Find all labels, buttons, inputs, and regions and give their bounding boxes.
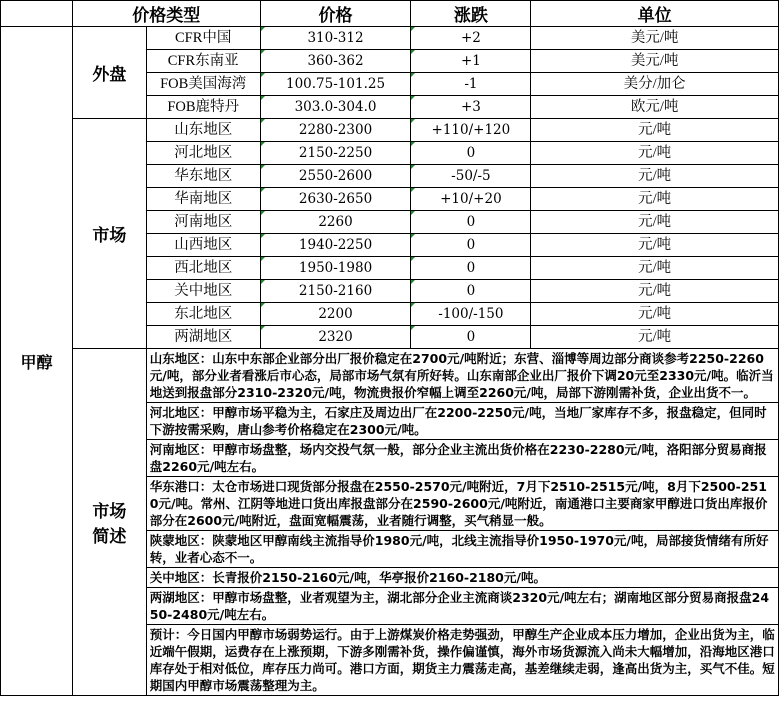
product-name: 甲醇	[1, 27, 73, 696]
row-name: CFR东南亚	[146, 50, 260, 73]
row-name: FOB鹿特丹	[146, 96, 260, 119]
row-name: 关中地区	[146, 280, 260, 303]
header-unit: 单位	[531, 1, 779, 27]
note-text: 河南地区：甲醇市场盘整，场内交投气氛一般，部分企业主流出货价格在2230-2280元/吨，洛阳部分贸易商报盘2260元/吨左右。	[146, 440, 778, 477]
row-unit: 欧元/吨	[531, 96, 779, 119]
row-unit: 元/吨	[531, 280, 779, 303]
row-price: 2320	[260, 326, 411, 349]
row-unit: 元/吨	[531, 119, 779, 142]
row-unit: 元/吨	[531, 188, 779, 211]
note-text: 陕蒙地区：陕蒙地区甲醇南线主流指导价1980元/吨，北线主流指导价1950-1970元/吨，局部接货情绪有所好转，业者心态不一。	[146, 531, 778, 568]
row-change: +1	[411, 50, 531, 73]
row-name: 河北地区	[146, 142, 260, 165]
row-change: 0	[411, 326, 531, 349]
row-price: 2630-2650	[260, 188, 411, 211]
row-unit: 元/吨	[531, 211, 779, 234]
row-name: FOB美国海湾	[146, 73, 260, 96]
group-outer: 外盘	[72, 27, 146, 119]
note-text: 两湖地区：甲醇市场盘整，业者观望为主，湖北部分企业主流商谈2320元/吨左右；湖南地区部分贸易商报盘2450-2480元/吨左右。	[146, 588, 778, 625]
row-price: 360-362	[260, 50, 411, 73]
row-change: +110/+120	[411, 119, 531, 142]
row-change: -50/-5	[411, 165, 531, 188]
row-change: 0	[411, 280, 531, 303]
row-price: 2200	[260, 303, 411, 326]
note-text: 华东港口：太仓市场进口现货部分报盘在2550-2570元/吨附近，7月下2510-2515元/吨，8月下2500-2510元/吨。常州、江阴等地进口货出库报盘部分在2590-2600元/吨附近，南通港口主要商家甲醇进口货出库报价部分在2600元/吨附近，盘面宽幅震荡，业者随行调整，买气稍显一般。	[146, 477, 778, 531]
outer-row	[1, 27, 779, 50]
row-price: 310-312	[260, 27, 411, 50]
row-name: 华南地区	[146, 188, 260, 211]
row-price: 1950-1980	[260, 257, 411, 280]
header-change: 涨跌	[411, 1, 531, 27]
note-text: 关中地区：长青报价2150-2160元/吨，华亭报价2160-2180元/吨。	[146, 568, 778, 588]
note-text: 山东地区：山东中东部企业部分出厂报价稳定在2700元/吨附近；东营、淄博等周边部分商谈参考2250-2260元/吨，部分业者看涨后市心态，局部市场气氛有所好转。山东南部企业出厂报价下调20元至2330元/吨。临沂当地送到报盘部分2310-2320元/吨，物流贵报价窄幅上调至2260元/吨，局部下游刚需补货，企业出货不一。	[146, 349, 778, 403]
row-name: 华东地区	[146, 165, 260, 188]
group-market: 市场	[72, 119, 146, 349]
row-price: 2260	[260, 211, 411, 234]
row-price: 2280-2300	[260, 119, 411, 142]
header-blank	[1, 1, 73, 27]
note-text: 预计：今日国内甲醇市场弱势运行。由于上游煤炭价格走势强劲，甲醇生产企业成本压力增加，企业出货为主，临近端午假期，运费存在上涨预期，下游多刚需补货，操作偏谨慎，海外市场货源流入尚未大幅增加，沿海地区港口库存处于相对低位，库存压力尚可。港口方面，期货主力震荡走高，基差继续走弱，逢高出货为主，买气不佳。短期国内甲醇市场震荡整理为主。	[146, 625, 778, 696]
row-name: 山东地区	[146, 119, 260, 142]
row-unit: 元/吨	[531, 303, 779, 326]
row-name: 东北地区	[146, 303, 260, 326]
group-brief: 市场 简述	[72, 349, 146, 696]
row-name: 两湖地区	[146, 326, 260, 349]
note-text: 河北地区：甲醇市场平稳为主，石家庄及周边出厂在2200-2250元/吨，当地厂家库存不多，报盘稳定，但同时下游按需采购，唐山参考价格稳定在2300元/吨。	[146, 403, 778, 440]
row-change: +10/+20	[411, 188, 531, 211]
row-change: 0	[411, 234, 531, 257]
row-unit: 美分/加仑	[531, 73, 779, 96]
row-change: -100/-150	[411, 303, 531, 326]
row-unit: 元/吨	[531, 326, 779, 349]
row-price: 303.0-304.0	[260, 96, 411, 119]
row-price: 2550-2600	[260, 165, 411, 188]
row-price: 2150-2250	[260, 142, 411, 165]
row-change: +3	[411, 96, 531, 119]
row-name: CFR中国	[146, 27, 260, 50]
row-change: -1	[411, 73, 531, 96]
header-price: 价格	[260, 1, 411, 27]
row-unit: 元/吨	[531, 142, 779, 165]
market-row	[1, 119, 779, 142]
row-price: 1940-2250	[260, 234, 411, 257]
header-row	[1, 1, 779, 27]
row-unit: 元/吨	[531, 165, 779, 188]
row-price: 2150-2160	[260, 280, 411, 303]
row-change: 0	[411, 257, 531, 280]
header-type: 价格类型	[72, 1, 260, 27]
row-change: 0	[411, 211, 531, 234]
row-price: 100.75-101.25	[260, 73, 411, 96]
note-row	[1, 349, 779, 403]
row-name: 西北地区	[146, 257, 260, 280]
row-unit: 美元/吨	[531, 27, 779, 50]
row-name: 山西地区	[146, 234, 260, 257]
row-unit: 元/吨	[531, 234, 779, 257]
row-unit: 元/吨	[531, 257, 779, 280]
row-change: 0	[411, 142, 531, 165]
row-change: +2	[411, 27, 531, 50]
row-unit: 美元/吨	[531, 50, 779, 73]
row-name: 河南地区	[146, 211, 260, 234]
